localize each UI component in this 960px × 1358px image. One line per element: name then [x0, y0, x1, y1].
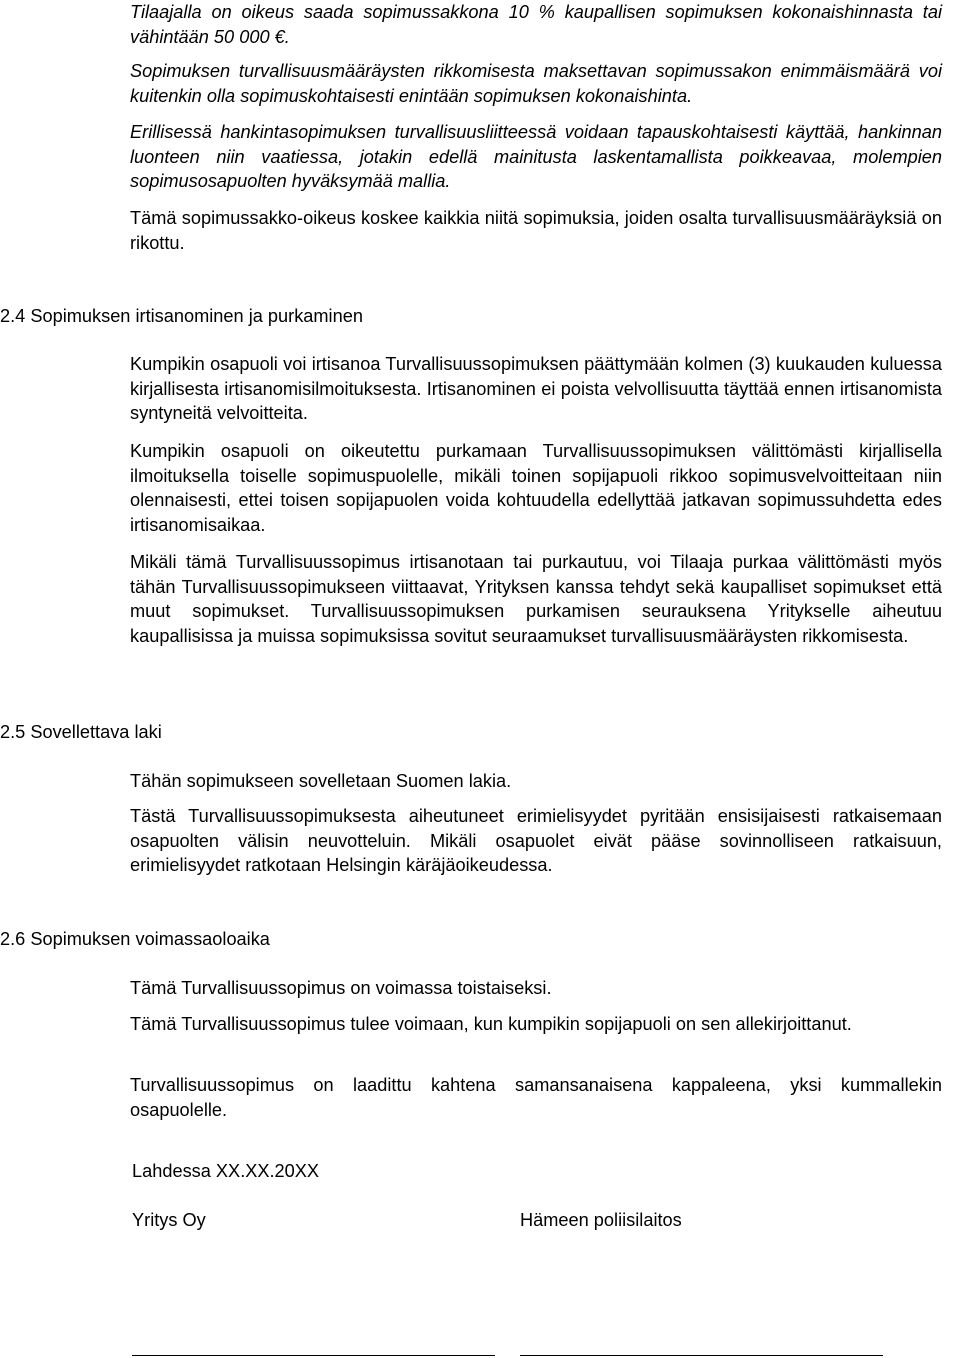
intro-paragraph-contract-penalty: Tilaajalla on oikeus saada sopimussakkona 10 % kaupallisen sopimuksen kokonaishinnasta tai vähintään 50 000 €. [130, 2, 942, 47]
section-2-4-paragraph-cancellation: Kumpikin osapuoli on oikeutettu purkamaan Turvallisuussopimuksen välittömästi kirjallisella ilmoituksella toiselle sopimuspuolelle, mikäli toinen sopijapuoli rikkoo sopimusvelvoitteitaan niin olennaisesti, ettei toisen sopijapuolen voida kohtuudella edellyttää jatkavan sopimussuhdetta edes irtisanomisaikaa. [130, 441, 942, 535]
signature-line-left [132, 1355, 495, 1356]
section-heading-2-5: 2.5 Sovellettava laki [0, 722, 162, 742]
intro-paragraph-max-penalty: Sopimuksen turvallisuusmääräysten rikkomisesta maksettavan sopimussakon enimmäismäärä voi kuitenkin olla sopimuskohtaisesti enintään sopimuksen kokonaishinta. [130, 61, 942, 106]
section-2-5-paragraph-law: Tähän sopimukseen sovelletaan Suomen lakia. [130, 771, 512, 791]
section-2-6-paragraph-validity: Tämä Turvallisuussopimus on voimassa toistaiseksi. [130, 978, 552, 998]
section-2-6-paragraph-copies: Turvallisuussopimus on laadittu kahtena samansanaisena kappaleena, yksi kummallekin osapuolelle. [130, 1075, 942, 1120]
section-2-6-paragraph-entry-into-force: Tämä Turvallisuussopimus tulee voimaan, kun kumpikin sopijapuoli on sen allekirjoittanut. [130, 1014, 852, 1034]
signature-place-date: Lahdessa XX.XX.20XX [132, 1161, 320, 1181]
section-2-4-paragraph-termination: Kumpikin osapuoli voi irtisanoa Turvallisuussopimuksen päättymään kolmen (3) kuukauden kuluessa kirjallisesta irtisanomisilmoituksesta. Irtisanominen ei poista velvollisuutta täyttää ennen irtisanomista syntyneitä velvoitteita. [130, 354, 942, 423]
signature-party-right: Hämeen poliisilaitos [520, 1210, 682, 1230]
section-heading-2-4: 2.4 Sopimuksen irtisanominen ja purkaminen [0, 306, 363, 326]
signature-line-right [520, 1355, 883, 1356]
section-heading-2-6: 2.6 Sopimuksen voimassaoloaika [0, 929, 270, 949]
intro-paragraph-security-annex: Erillisessä hankintasopimuksen turvallisuusliitteessä voidaan tapauskohtaisesti käyttää, hankinnan luonteen niin vaatiessa, jotakin edellä mainitusta laskentamallista poikkeavaa, molempien sopimusosapuolten hyväksymää mallia. [130, 122, 942, 191]
intro-paragraph-scope: Tämä sopimussakko-oikeus koskee kaikkia niitä sopimuksia, joiden osalta turvallisuusmääräyksiä on rikottu. [130, 208, 942, 253]
signature-party-left: Yritys Oy [132, 1210, 206, 1230]
section-2-5-paragraph-disputes: Tästä Turvallisuussopimuksesta aiheutuneet erimielisyydet pyritään ensisijaisesti ratkaisemaan osapuolten välisin neuvotteluin. Mikäli osapuolet eivät pääse sovinnolliseen ratkaisuun, erimielisyydet ratkotaan Helsingin käräjäoikeudessa. [130, 806, 942, 875]
section-2-4-paragraph-consequences: Mikäli tämä Turvallisuussopimus irtisanotaan tai purkautuu, voi Tilaaja purkaa välittömästi myös tähän Turvallisuussopimukseen viittaavat, Yrityksen kanssa tehdyt sekä kaupalliset sopimukset että muut sopimukset. Turvallisuussopimuksen purkamisen seurauksena Yritykselle aiheutuu kaupallisissa ja muissa sopimuksissa sovitut seuraamukset turvallisuusmääräysten rikkomisesta. [130, 552, 942, 646]
